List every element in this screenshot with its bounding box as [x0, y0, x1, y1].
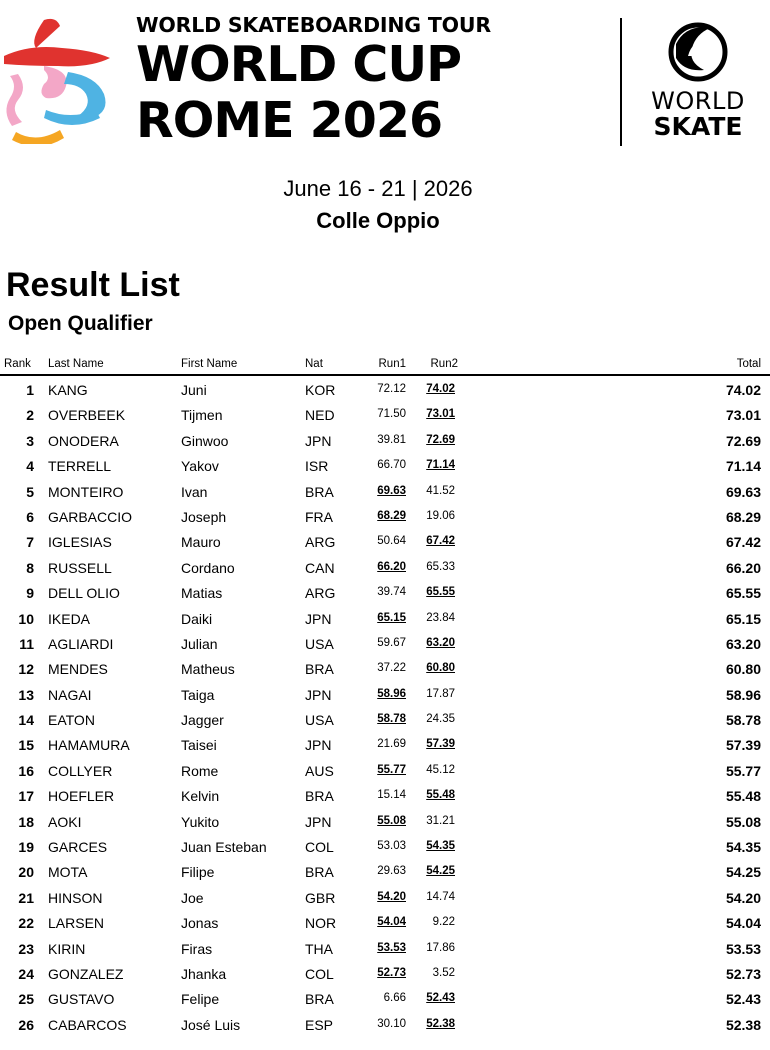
total-cell: 54.35 [725, 839, 761, 856]
last-name-cell: EATON [48, 712, 95, 729]
nat-cell: USA [305, 712, 334, 729]
run2-cell: 71.14 [426, 459, 455, 472]
first-name-cell: Jonas [181, 915, 219, 932]
first-name-cell: Yukito [181, 813, 220, 830]
last-name-cell: GONZALEZ [48, 965, 124, 982]
run1-cell: 53.53 [377, 941, 406, 954]
rank-cell: 1 [26, 382, 34, 398]
total-cell: 57.39 [725, 737, 761, 754]
run1-cell: 15.14 [377, 789, 406, 802]
run2-cell: 17.87 [426, 687, 455, 700]
first-name-cell: Tijmen [181, 407, 223, 424]
total-cell: 69.63 [725, 483, 761, 500]
total-cell: 65.15 [725, 610, 761, 627]
rank-cell: 9 [26, 585, 34, 602]
total-cell: 73.01 [725, 407, 761, 424]
table-row [0, 1011, 770, 1036]
run2-cell: 17.86 [426, 941, 455, 954]
last-name-cell: IKEDA [48, 610, 91, 627]
table-row [0, 503, 770, 528]
run2-cell: 57.39 [426, 738, 455, 751]
run1-cell: 71.50 [377, 408, 406, 421]
run2-cell: 73.01 [426, 408, 455, 421]
rank-cell: 16 [18, 762, 34, 779]
run1-cell: 72.12 [377, 383, 406, 395]
table-header [0, 356, 770, 376]
run2-cell: 31.21 [426, 814, 455, 827]
first-name-cell: Kelvin [181, 788, 220, 805]
run2-cell: 65.55 [426, 586, 455, 599]
nat-cell: GBR [305, 889, 336, 906]
header [0, 0, 770, 160]
event-dates: June 16 - 21 | 2026 [283, 176, 473, 201]
page-title: Result List [6, 266, 180, 304]
table-row [0, 960, 770, 985]
total-cell: 67.42 [725, 534, 761, 551]
header-rank: Rank [4, 358, 31, 370]
run2-cell: 67.42 [426, 535, 455, 548]
total-cell: 63.20 [725, 635, 761, 652]
last-name-cell: DELL OLIO [48, 585, 120, 602]
rank-cell: 20 [18, 864, 34, 881]
header-first-name: First Name [181, 358, 238, 370]
run1-cell: 55.08 [377, 814, 406, 827]
rank-cell: 19 [18, 839, 34, 856]
rank-cell: 15 [18, 737, 34, 754]
header-last-name: Last Name [48, 358, 104, 370]
total-cell: 71.14 [725, 458, 761, 475]
nat-cell: JPN [305, 432, 332, 449]
event-logo-icon [0, 14, 120, 144]
run2-cell: 63.20 [426, 636, 455, 649]
table-row [0, 681, 770, 706]
rank-cell: 18 [18, 813, 34, 830]
nat-cell: ARG [305, 534, 336, 551]
run1-cell: 55.77 [377, 763, 406, 776]
total-cell: 54.25 [725, 864, 761, 881]
nat-cell: ISR [305, 458, 329, 475]
table-row [0, 655, 770, 680]
run2-cell: 24.35 [426, 713, 455, 726]
first-name-cell: Julian [181, 635, 218, 652]
first-name-cell: Taisei [181, 737, 217, 754]
table-row [0, 401, 770, 426]
event-title [136, 12, 606, 148]
run2-cell: 65.33 [426, 560, 455, 573]
run2-cell: 60.80 [426, 662, 455, 675]
run1-cell: 53.03 [377, 840, 406, 853]
last-name-cell: HAMAMURA [48, 737, 130, 754]
event-venue: Colle Oppio [316, 208, 440, 233]
last-name-cell: NAGAI [48, 686, 92, 703]
run1-cell: 69.63 [377, 484, 406, 497]
nat-cell: USA [305, 635, 334, 652]
last-name-cell: KANG [48, 382, 88, 398]
header-nat: Nat [305, 358, 323, 370]
table-row [0, 706, 770, 731]
nat-cell: JPN [305, 737, 332, 754]
rank-cell: 10 [18, 610, 34, 627]
run1-cell: 39.74 [377, 586, 406, 599]
first-name-cell: Felipe [181, 991, 220, 1008]
rank-cell: 14 [18, 712, 34, 729]
first-name-cell: Jagger [181, 712, 224, 729]
nat-cell: AUS [305, 762, 334, 779]
total-cell: 60.80 [725, 661, 761, 678]
event-name-line1: WORLD CUP [136, 36, 462, 93]
last-name-cell: OVERBEEK [48, 407, 126, 424]
total-cell: 52.38 [725, 1016, 761, 1033]
run2-cell: 54.35 [426, 840, 455, 853]
first-name-cell: Joseph [181, 508, 227, 525]
first-name-cell: Matias [181, 585, 223, 602]
nat-cell: BRA [305, 483, 334, 500]
total-cell: 68.29 [725, 508, 761, 525]
run2-cell: 74.02 [426, 383, 455, 395]
last-name-cell: AGLIARDI [48, 635, 114, 652]
nat-cell: JPN [305, 813, 332, 830]
rank-cell: 22 [18, 915, 34, 932]
table-row [0, 858, 770, 883]
total-cell: 55.48 [725, 788, 761, 805]
header-run2: Run2 [430, 358, 458, 370]
last-name-cell: MONTEIRO [48, 483, 124, 500]
rank-cell: 2 [26, 407, 34, 424]
first-name-cell: Yakov [181, 458, 219, 475]
logo-word-world: WORLD [651, 87, 745, 115]
nat-cell: COL [305, 965, 334, 982]
table-row [0, 884, 770, 909]
first-name-cell: Juan Esteban [181, 839, 267, 856]
nat-cell: JPN [305, 686, 332, 703]
nat-cell: BRA [305, 991, 334, 1008]
run1-cell: 52.73 [377, 966, 406, 979]
run2-cell: 19.06 [426, 509, 455, 522]
last-name-cell: LARSEN [48, 915, 105, 932]
nat-cell: FRA [305, 508, 333, 525]
nat-cell: ESP [305, 1016, 334, 1033]
run1-cell: 50.64 [377, 535, 406, 548]
nat-cell: JPN [305, 610, 332, 627]
table-row [0, 452, 770, 477]
header-run1: Run1 [378, 358, 406, 370]
first-name-cell: José Luis [181, 1016, 241, 1033]
first-name-cell: Firas [181, 940, 213, 957]
first-name-cell: Taiga [181, 686, 215, 703]
run1-cell: 66.20 [377, 560, 406, 573]
nat-cell: BRA [305, 661, 334, 678]
last-name-cell: GARCES [48, 839, 108, 856]
table-row [0, 909, 770, 934]
nat-cell: BRA [305, 788, 334, 805]
rank-cell: 12 [18, 661, 34, 678]
run1-cell: 66.70 [377, 459, 406, 472]
rank-cell: 25 [18, 991, 34, 1008]
total-cell: 74.02 [725, 382, 761, 398]
last-name-cell: HOEFLER [48, 788, 115, 805]
table-row [0, 833, 770, 858]
run2-cell: 14.74 [426, 890, 455, 903]
last-name-cell: MOTA [48, 864, 88, 881]
run2-cell: 23.84 [426, 611, 455, 624]
run1-cell: 21.69 [377, 738, 406, 751]
run1-cell: 54.20 [377, 890, 406, 903]
run2-cell: 55.48 [426, 789, 455, 802]
rank-cell: 4 [26, 458, 34, 475]
run2-cell: 54.25 [426, 865, 455, 878]
last-name-cell: TERRELL [48, 458, 112, 475]
total-cell: 52.43 [725, 991, 761, 1008]
run2-cell: 3.52 [432, 966, 455, 979]
last-name-cell: HINSON [48, 889, 103, 906]
nat-cell: CAN [305, 559, 335, 576]
rank-cell: 7 [26, 534, 34, 551]
last-name-cell: KIRIN [48, 940, 86, 957]
total-cell: 58.78 [725, 712, 761, 729]
rank-cell: 5 [26, 483, 34, 500]
run1-cell: 29.63 [377, 865, 406, 878]
first-name-cell: Rome [181, 762, 219, 779]
run2-cell: 52.43 [426, 992, 455, 1005]
results-table [0, 356, 770, 1036]
nat-cell: NOR [305, 915, 337, 932]
nat-cell: KOR [305, 382, 336, 398]
table-body [0, 376, 770, 1036]
run2-cell: 41.52 [426, 484, 455, 497]
nat-cell: NED [305, 407, 335, 424]
table-row [0, 630, 770, 655]
first-name-cell: Ivan [181, 483, 208, 500]
last-name-cell: CABARCOS [48, 1016, 127, 1033]
table-row [0, 376, 770, 401]
last-name-cell: RUSSELL [48, 559, 112, 576]
rank-cell: 3 [26, 432, 34, 449]
first-name-cell: Matheus [181, 661, 235, 678]
table-row [0, 731, 770, 756]
run1-cell: 6.66 [383, 992, 406, 1005]
total-cell: 72.69 [725, 432, 761, 449]
last-name-cell: IGLESIAS [48, 534, 112, 551]
total-cell: 66.20 [725, 559, 761, 576]
table-row [0, 782, 770, 807]
header-divider [620, 18, 622, 146]
table-row [0, 579, 770, 604]
last-name-cell: AOKI [48, 813, 82, 830]
last-name-cell: COLLYER [48, 762, 113, 779]
world-skate-logo [638, 14, 758, 154]
run2-cell: 9.22 [432, 916, 455, 929]
table-row [0, 757, 770, 782]
last-name-cell: GUSTAVO [48, 991, 115, 1008]
run2-cell: 52.38 [426, 1017, 455, 1030]
table-row [0, 605, 770, 630]
rank-cell: 21 [18, 889, 34, 906]
table-row [0, 985, 770, 1010]
nat-cell: COL [305, 839, 334, 856]
last-name-cell: ONODERA [48, 432, 119, 449]
run1-cell: 39.81 [377, 433, 406, 446]
rank-cell: 8 [26, 559, 34, 576]
total-cell: 55.08 [725, 813, 761, 830]
rank-cell: 11 [19, 635, 34, 652]
nat-cell: BRA [305, 864, 334, 881]
table-row [0, 554, 770, 579]
nat-cell: ARG [305, 585, 336, 602]
run1-cell: 54.04 [377, 916, 406, 929]
run1-cell: 68.29 [377, 509, 406, 522]
table-row [0, 528, 770, 553]
header-total: Total [736, 358, 761, 370]
first-name-cell: Cordano [181, 559, 235, 576]
logo-word-skate: SKATE [653, 112, 743, 141]
first-name-cell: Filipe [181, 864, 215, 881]
first-name-cell: Daiki [181, 610, 213, 627]
total-cell: 54.04 [725, 915, 761, 932]
page-subtitle: Open Qualifier [8, 312, 153, 335]
rank-cell: 23 [18, 940, 34, 957]
first-name-cell: Ginwoo [181, 432, 229, 449]
run2-cell: 45.12 [426, 763, 455, 776]
rank-cell: 13 [18, 686, 34, 703]
run1-cell: 65.15 [377, 611, 406, 624]
world-skate-swirl-icon [666, 14, 730, 88]
total-cell: 55.77 [725, 762, 761, 779]
table-row [0, 808, 770, 833]
run2-cell: 72.69 [426, 433, 455, 446]
total-cell: 53.53 [725, 940, 761, 957]
first-name-cell: Jhanka [181, 965, 227, 982]
run1-cell: 59.67 [377, 636, 406, 649]
table-row [0, 478, 770, 503]
run1-cell: 30.10 [377, 1017, 406, 1030]
first-name-cell: Mauro [181, 534, 221, 551]
total-cell: 54.20 [725, 889, 761, 906]
last-name-cell: MENDES [48, 661, 108, 678]
rank-cell: 17 [18, 788, 34, 805]
run1-cell: 58.78 [377, 713, 406, 726]
run1-cell: 37.22 [377, 662, 406, 675]
table-row [0, 935, 770, 960]
rank-cell: 6 [26, 508, 34, 525]
run1-cell: 58.96 [377, 687, 406, 700]
tour-name: WORLD SKATEBOARDING TOUR [136, 13, 491, 37]
total-cell: 58.96 [725, 686, 761, 703]
total-cell: 52.73 [725, 965, 761, 982]
table-row [0, 427, 770, 452]
total-cell: 65.55 [725, 585, 761, 602]
rank-cell: 24 [18, 965, 34, 982]
nat-cell: THA [305, 940, 333, 957]
first-name-cell: Joe [181, 889, 204, 906]
rank-cell: 26 [18, 1016, 34, 1033]
event-name-line2: ROME 2026 [136, 92, 443, 149]
first-name-cell: Juni [181, 382, 207, 398]
last-name-cell: GARBACCIO [48, 508, 133, 525]
